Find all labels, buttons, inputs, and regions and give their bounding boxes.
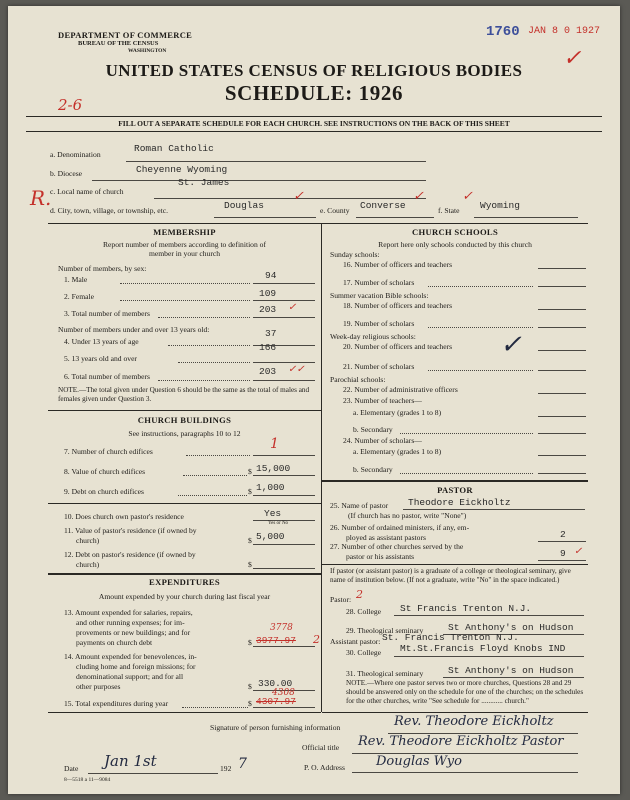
po-address-value: Douglas Wyo (376, 754, 462, 769)
date-year-suffix: 192 (220, 764, 232, 773)
ordained-ministers-value: 2 (560, 529, 566, 540)
college-28-value: St Francis Trenton N.J. (400, 603, 532, 614)
seminary-31-label: 31. Theological seminary (346, 669, 424, 678)
q23-label: 23. Number of teachers— (343, 396, 422, 405)
q19-label: 19. Number of scholars (343, 319, 415, 328)
diocese-label: b. Diocese (50, 169, 83, 178)
pastor-name-value: Theodore Eickholtz (408, 497, 511, 508)
handwritten-code: 2-6 (58, 96, 83, 114)
debt-residence-label: 12. Debt on pastor's residence (if owned by (64, 550, 196, 559)
ordained-ministers-label: 26. Number of ordained ministers, if any, em- (330, 523, 470, 532)
members-by-sex-label: Number of members, by sex: (58, 264, 147, 273)
signature-label: Signature of person furnishing information (210, 723, 341, 732)
q17-label: 17. Number of scholars (343, 278, 415, 287)
total-members-6-label: 6. Total number of members (64, 372, 151, 381)
male-label: 1. Male (64, 275, 88, 284)
assistant-pastor-value: St. Francis Trenton N.J. (382, 632, 519, 643)
city-town-label: d. City, town, village, or township, etc. (50, 206, 169, 215)
membership-intro-2: member in your church (148, 249, 221, 258)
college-28-label: 28. College (346, 607, 382, 616)
q23a-label: a. Elementary (grades 1 to 8) (353, 408, 442, 417)
bureau-label: BUREAU OF THE CENSUS (78, 40, 159, 47)
received-date-stamp: JAN 8 0 1927 (528, 26, 601, 37)
over-13-label: 5. 13 years old and over (64, 354, 137, 363)
schools-intro: Report here only schools conducted by this church (378, 240, 532, 249)
expenditures-intro: Amount expended by your church during last fiscal year (98, 592, 271, 601)
check-mark-icon: ✓ (293, 189, 304, 204)
other-churches-label: 27. Number of other churches served by the (330, 542, 464, 551)
q22-label: 22. Number of administrative officers (343, 385, 458, 394)
under-13-label: 4. Under 13 years of age (64, 337, 139, 346)
church-schools-heading: CHURCH SCHOOLS (411, 227, 499, 237)
sunday-schools-label: Sunday schools: (330, 250, 380, 259)
female-label: 2. Female (64, 292, 94, 301)
handwritten-r: R. (30, 186, 52, 210)
check-mark-icon: ✓ (413, 189, 424, 204)
signature-value: Rev. Theodore Eickholtz (394, 714, 554, 729)
check-mark-icon: ✓ (288, 302, 297, 313)
expenditures-heading: EXPENDITURES (149, 577, 220, 587)
vacation-bible-label: Summer vacation Bible schools: (330, 291, 429, 300)
membership-heading: MEMBERSHIP (153, 227, 216, 237)
q24a-label: a. Elementary (grades 1 to 8) (353, 447, 442, 456)
church-buildings-heading: CHURCH BUILDINGS (137, 415, 232, 425)
form-schedule: SCHEDULE: 1926 (224, 81, 404, 105)
edifices-label: 7. Number of church edifices (64, 447, 153, 456)
assistant-pastor-label: Assistant pastor: (330, 637, 381, 646)
check-mark-icon: ✓✓ (288, 364, 305, 375)
q24b-label: b. Secondary (353, 465, 393, 474)
county-label: e. County (320, 206, 350, 215)
check-mark-icon: ✓ (574, 546, 583, 557)
check-mark-icon: ✓ (462, 189, 473, 204)
pastor-heading: PASTOR (437, 485, 473, 495)
value-residence-label: 11. Value of pastor's residence (if owned by (64, 526, 197, 535)
pastor-sublabel: Pastor: (330, 595, 352, 604)
department-label: DEPARTMENT OF COMMERCE (58, 30, 193, 40)
total-expenditures-label: 15. Total expenditures during year (64, 699, 169, 708)
check-mark-icon: ✓ (563, 46, 582, 71)
seminary-31-value: St Anthony's on Hudson (448, 665, 574, 676)
membership-note: NOTE.—The total given under Question 6 should be the same as the total of males and females given under Question 3. (58, 386, 310, 403)
form-title: UNITED STATES CENSUS OF RELIGIOUS BODIES (105, 61, 523, 80)
total-members-label: 3. Total number of members (64, 309, 151, 318)
denomination-label: a. Denomination (50, 150, 101, 159)
total-members-value: 203 (259, 304, 277, 315)
male-value: 94 (265, 270, 277, 281)
over-13-value: 166 (259, 342, 277, 353)
city-label: WASHINGTON (128, 48, 167, 54)
edifices-value: 1 (270, 436, 279, 452)
date-label: Date (64, 764, 79, 773)
college-instructions: If pastor (or assistant pastor) is a graduate of a college or theological seminary, give name of institution below. (If not a graduate, write "No" in the space indicated.) (330, 567, 571, 584)
official-title-label: Official title (302, 743, 340, 752)
print-code: 8—5518 a 11—9084 (64, 777, 111, 783)
date-value: Jan 1st (104, 752, 157, 770)
debt-edifices-value: 1,000 (256, 482, 285, 493)
debt-residence-sub: church) (76, 560, 100, 569)
value-edifices-label: 8. Value of church edifices (64, 467, 146, 476)
pastor-footnote: NOTE.—Where one pastor serves two or more churches, Questions 28 and 29 should be answered only on the schedule for one of the churches; on the schedules for the other churches, write "See schedule for ............ church." (346, 679, 584, 705)
pastor-count: 2 (356, 588, 363, 601)
total-correction: 4308 (272, 688, 295, 698)
q20-label: 20. Number of officers and teachers (343, 342, 453, 351)
total-expenditures-value: 4307.97 (256, 696, 296, 707)
benevolences-label: 14. Amount expended for benevolences, in- (64, 652, 197, 661)
value-edifices-value: 15,000 (256, 463, 291, 474)
owns-residence-value: Yes (264, 508, 282, 519)
salaries-value: 3977.97 (256, 635, 296, 646)
county-value: Converse (360, 200, 406, 211)
q18-label: 18. Number of officers and teachers (343, 301, 453, 310)
seminary-29-value: St Anthony's on Hudson (448, 622, 574, 633)
diocese-value: Cheyenne Wyoming (136, 164, 228, 175)
weekday-schools-label: Week-day religious schools: (330, 332, 416, 341)
no-pastor-hint: (If church has no pastor, write "None") (348, 511, 467, 520)
debt-edifices-label: 9. Debt on church edifices (64, 487, 144, 496)
buildings-instructions: See instructions, paragraphs 10 to 12 (128, 429, 241, 438)
pastor-name-label: 25. Name of pastor (330, 501, 389, 510)
date-year-value: 7 (238, 756, 247, 772)
owns-residence-label: 10. Does church own pastor's residence (64, 512, 184, 521)
value-residence-value: 5,000 (256, 531, 285, 542)
under-over-13-label: Number of members under and over 13 years old: (58, 325, 210, 334)
total-members-6-value: 203 (259, 366, 277, 377)
denomination-value: Roman Catholic (134, 143, 214, 154)
benevolences-value: 330.00 (258, 678, 293, 689)
salaries-mark: 2 (313, 633, 320, 646)
state-label: f. State (438, 206, 460, 215)
parochial-schools-label: Parochial schools: (330, 375, 386, 384)
state-value: Wyoming (480, 200, 520, 211)
city-town-value: Douglas (224, 200, 264, 211)
other-churches-value: 9 (560, 548, 566, 559)
census-form-page: DEPARTMENT OF COMMERCE BUREAU OF THE CENSUS WASHINGTON 1760 JAN 8 0 1927 ✓ UNITED STATES CENSUS OF RELIGIOUS BODIES SCHEDULE: 1926 2-6 FILL OUT A SEPARATE SCHEDULE FOR EACH CHURCH. SEE INSTRUCTIONS ON THE BACK OF THIS SHEET a. Denomination Roman Catholic b. Diocese Cheyenne Wyoming c. Local name of church St. James R. d. City, town, village, or township, etc. Douglas ✓ e. County Converse ✓ f. State Wyoming ✓ MEMBERSHIP Report number of members according to definition of member in your church Number of members, by sex: 1. Male 94 2. Female 109 3. Total number of members 203 ✓ Number of members under and over 13 years old: 4. Under 13 years of age 37 5. 13 years old and over 166 6. Total number of members 203 ✓✓ NOTE.—The total given under Question 6 should be the same as the total of males and females given under Question 3. CHURCH BUILDINGS See instructions, paragraphs 10 to 12 7. Number of church edifices 1 8. Value of church edifices $ 15,000 9. Debt on church edifices $ 1,000 10. Does church own pastor's residence Yes Yes or No 11. Value of pastor's residence (if owned by church) $ 5,000 12. Debt on pastor's residence (if owned by church) $ EXPENDITURES Amount expended by your church during last fiscal year 13. Amount expended for salaries, repairs, and other running expenses; for im- provements or new buildings; and for payments on church debt $ 3778 3977.97 2 14. Amount expended for benevolences, in- cluding home and foreign missions; for denominational support; and for all other purposes $ 330.00 15. Total expenditures during year $ 4308 4307.97 CHURCH SCHOOLS Report here only schools conducted by this church Sunday schools: 16. Number of officers and teachers 17. Number of scholars Summer vacation Bible schools: 18. Number of officers and teachers 19. Number of scholars Week-day religious schools: 20. Number of officers and teachers ✓ 21. Number of scholars Parochial schools: 22. Number of administrative officers 23. Number of teachers— a. Elementary (grades 1 to 8) b. Secondary 24. Number of scholars— a. Elementary (grades 1 to 8) b. Secondary PASTOR 25. Name of pastor Theodore Eickholtz (If church has no pastor, write "None") 26. Number of ordained ministers, if any, em- ployed as assistant pastors 2 27. Number of other churches served by the pastor or his assistants 9 ✓ If pastor (or assistant pastor) is a graduate of a college or theological seminary, give name of institution below. (If not a graduate, write "No" in the space indicated.) Pastor: 2 28. College St Francis Trenton N.J. 29. Theological seminary St Anthony's on Hudson Assistant pastor: St. Francis Trenton N.J. 30. College Mt.St.Francis Floyd Knobs IND 31. Theological seminary St Anthony's on Hudson NOTE.—Where one pastor serves two or more churches, Questions 28 and 29 should be answered only on the schedule for one of the churches; on the schedules for the other churches, write "See schedule for ............ church." Signature of person furnishing information Rev. Theodore Eickholtz Official title Rev. Theodore Eickholtz Pastor Date Jan 1st 192 7 P. O. Address Douglas Wyo 8—5518 a 11—9084 (8, 6, 620, 794)
value-residence-sub: church) (76, 536, 100, 545)
po-address-label: P. O. Address (304, 763, 345, 772)
salaries-correction: 3778 (270, 623, 293, 633)
seminary-29-label: 29. Theological seminary (346, 626, 424, 635)
under-13-value: 37 (265, 328, 277, 339)
salaries-label: 13. Amount expended for salaries, repairs, (64, 608, 193, 617)
q23b-label: b. Secondary (353, 425, 393, 434)
college-30-value: Mt.St.Francis Floyd Knobs IND (400, 643, 566, 654)
q16-label: 16. Number of officers and teachers (343, 260, 453, 269)
yes-or-no-hint: Yes or No (268, 521, 289, 526)
received-number-stamp: 1760 (486, 24, 520, 40)
instructions-banner: FILL OUT A SEPARATE SCHEDULE FOR EACH CHURCH. SEE INSTRUCTIONS ON THE BACK OF THIS SHEET (118, 119, 510, 128)
check-mark-icon: ✓ (500, 330, 522, 360)
female-value: 109 (259, 288, 277, 299)
official-title-value: Rev. Theodore Eickholtz Pastor (358, 734, 564, 749)
q21-label: 21. Number of scholars (343, 362, 415, 371)
church-name-value: St. James (178, 177, 230, 188)
membership-intro-1: Report number of members according to definition of (102, 240, 266, 249)
college-30-label: 30. College (346, 648, 382, 657)
church-name-label: c. Local name of church (50, 187, 124, 196)
q24-label: 24. Number of scholars— (343, 436, 422, 445)
